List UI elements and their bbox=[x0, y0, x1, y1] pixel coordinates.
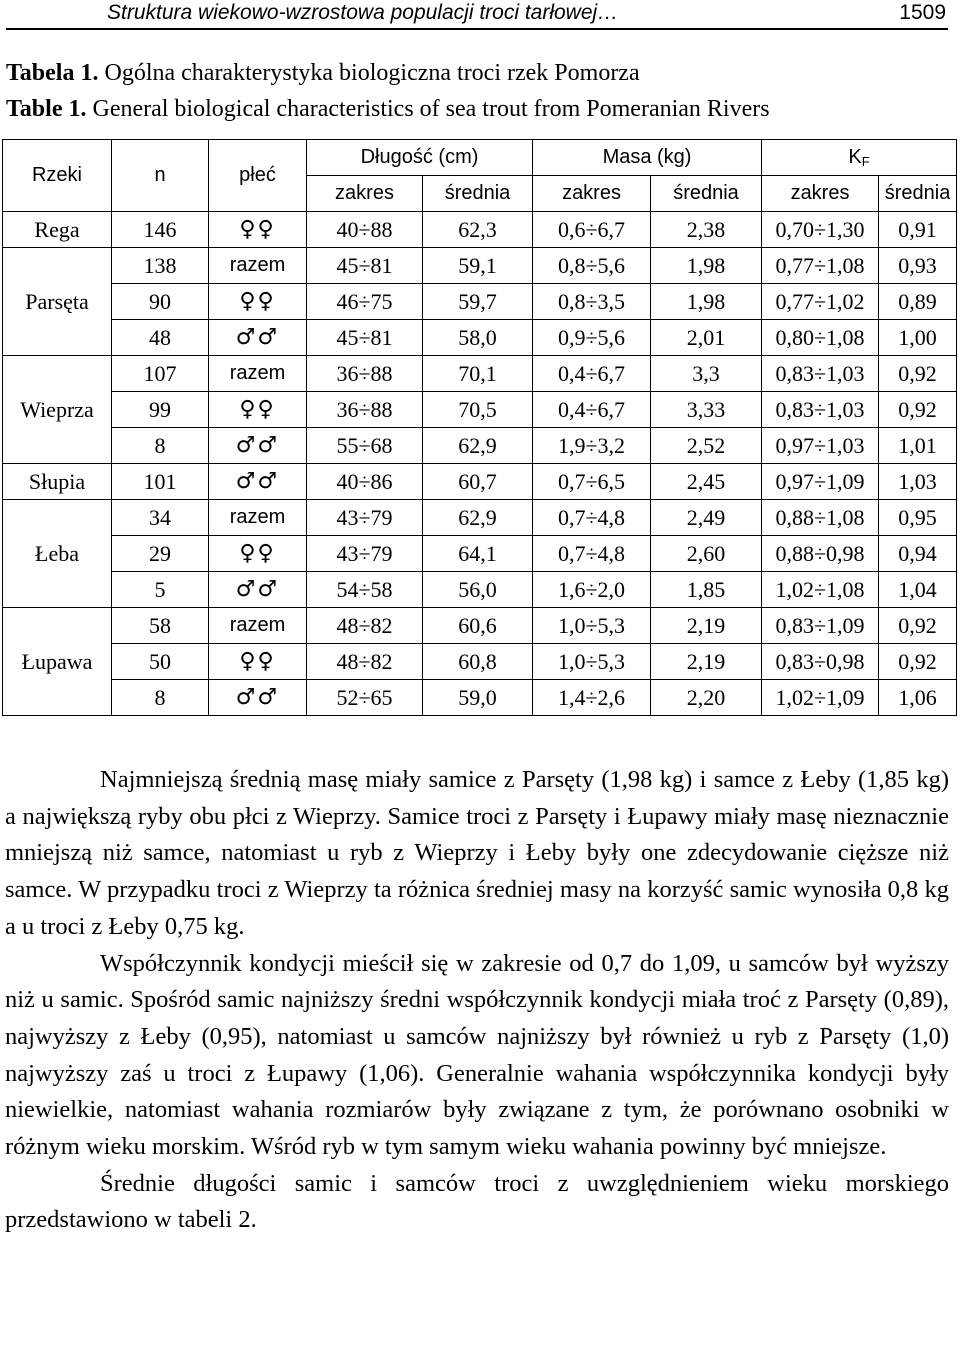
cell-mass-mean: 1,98 bbox=[651, 284, 762, 320]
river-cell: Parsęta bbox=[3, 248, 112, 356]
table-row bbox=[3, 248, 957, 284]
cell-mass-mean: 3,3 bbox=[651, 356, 762, 392]
cell-n: 107 bbox=[112, 356, 209, 392]
cell-mass-range: 0,4÷6,7 bbox=[533, 356, 651, 392]
cell-n: 48 bbox=[112, 320, 209, 356]
table-row bbox=[3, 644, 957, 680]
cell-kf-mean: 0,93 bbox=[879, 248, 957, 284]
cell-len-mean: 62,9 bbox=[423, 428, 533, 464]
cell-kf-range: 0,83÷1,03 bbox=[762, 392, 879, 428]
cell-len-mean: 56,0 bbox=[423, 572, 533, 608]
cell-mass-range: 1,0÷5,3 bbox=[533, 644, 651, 680]
cell-len-range: 48÷82 bbox=[307, 644, 423, 680]
cell-mass-mean: 2,19 bbox=[651, 608, 762, 644]
cell-mass-mean: 2,38 bbox=[651, 212, 762, 248]
cell-n: 101 bbox=[112, 464, 209, 500]
female-symbol-icon: ♀♀ bbox=[209, 284, 307, 320]
cell-mass-range: 1,4÷2,6 bbox=[533, 680, 651, 716]
cell-kf-mean: 1,04 bbox=[879, 572, 957, 608]
cell-kf-range: 0,80÷1,08 bbox=[762, 320, 879, 356]
cell-mass-mean: 2,49 bbox=[651, 500, 762, 536]
cell-mass-range: 0,7÷6,5 bbox=[533, 464, 651, 500]
cell-n: 99 bbox=[112, 392, 209, 428]
cell-len-mean: 60,6 bbox=[423, 608, 533, 644]
header-n: n bbox=[112, 140, 209, 212]
table-row bbox=[3, 320, 957, 356]
caption-en bbox=[6, 91, 956, 127]
cell-len-range: 55÷68 bbox=[307, 428, 423, 464]
table-row bbox=[3, 608, 957, 644]
cell-len-mean: 60,8 bbox=[423, 644, 533, 680]
sex-cell: razem bbox=[209, 356, 307, 392]
female-symbol-icon: ♀♀ bbox=[209, 644, 307, 680]
cell-len-range: 54÷58 bbox=[307, 572, 423, 608]
cell-kf-range: 0,88÷0,98 bbox=[762, 536, 879, 572]
table-row bbox=[3, 680, 957, 716]
cell-kf-range: 0,77÷1,08 bbox=[762, 248, 879, 284]
cell-mass-range: 0,8÷5,6 bbox=[533, 248, 651, 284]
male-symbol-icon: ♂♂ bbox=[209, 572, 307, 608]
cell-kf-mean: 1,03 bbox=[879, 464, 957, 500]
sex-cell: razem bbox=[209, 500, 307, 536]
female-symbol-icon: ♀♀ bbox=[209, 536, 307, 572]
cell-len-range: 48÷82 bbox=[307, 608, 423, 644]
cell-mass-range: 0,4÷6,7 bbox=[533, 392, 651, 428]
cell-mass-range: 1,9÷3,2 bbox=[533, 428, 651, 464]
header-zakres-mass: zakres bbox=[533, 176, 651, 212]
river-cell: Słupia bbox=[3, 464, 112, 500]
cell-kf-mean: 0,92 bbox=[879, 392, 957, 428]
cell-len-mean: 70,5 bbox=[423, 392, 533, 428]
cell-mass-mean: 2,19 bbox=[651, 644, 762, 680]
cell-len-range: 52÷65 bbox=[307, 680, 423, 716]
table-row bbox=[3, 212, 957, 248]
table-row bbox=[3, 428, 957, 464]
cell-len-range: 43÷79 bbox=[307, 536, 423, 572]
table-row bbox=[3, 392, 957, 428]
cell-mass-mean: 2,20 bbox=[651, 680, 762, 716]
table-body bbox=[3, 212, 957, 716]
page-number: 1509 bbox=[899, 1, 946, 24]
cell-kf-mean: 0,92 bbox=[879, 608, 957, 644]
table-row bbox=[3, 536, 957, 572]
header-zakres-len: zakres bbox=[307, 176, 423, 212]
paragraph: Współczynnik kondycji mieścił się w zakresie od 0,7 do 1,09, u samców był wyższy niż u samic. Spośród samic najniższy średni współczynnik kondycji miała troć z Parsęty (0,89), najwyższy z Łeby (0,95), natomiast u samców najniższy był również u ryb z Parsęty (1,0) najwyższy zaś u troci z Łupawy (1,06). Generalnie wahania współczynnika kondycji były niewielkie, natomiast wahania rozmiarów były związane z tym, że porównano osobniki w różnym wieku morskim. Wśród ryb w tym samym wieku wahania powinny być mniejsze. bbox=[5, 949, 949, 1161]
header-dlugosc: Długość (cm) bbox=[307, 140, 533, 176]
cell-len-mean: 64,1 bbox=[423, 536, 533, 572]
cell-kf-range: 0,97÷1,09 bbox=[762, 464, 879, 500]
cell-mass-mean: 3,33 bbox=[651, 392, 762, 428]
running-title: Struktura wiekowo-wzrostowa populacji troci tarłowej… bbox=[107, 1, 619, 24]
male-symbol-icon: ♂♂ bbox=[209, 680, 307, 716]
cell-kf-range: 0,70÷1,30 bbox=[762, 212, 879, 248]
caption-pl-text: Ogólna charakterystyka biologiczna troci rzek Pomorza bbox=[104, 60, 640, 86]
header-kf-sub: F bbox=[861, 154, 870, 169]
cell-n: 146 bbox=[112, 212, 209, 248]
cell-kf-range: 0,77÷1,02 bbox=[762, 284, 879, 320]
cell-kf-range: 0,83÷1,09 bbox=[762, 608, 879, 644]
river-cell: Wieprza bbox=[3, 356, 112, 464]
cell-kf-range: 0,97÷1,03 bbox=[762, 428, 879, 464]
cell-mass-range: 0,8÷3,5 bbox=[533, 284, 651, 320]
header-srednia-len: średnia bbox=[423, 176, 533, 212]
cell-len-range: 43÷79 bbox=[307, 500, 423, 536]
body-text bbox=[5, 762, 949, 1239]
cell-len-range: 45÷81 bbox=[307, 248, 423, 284]
header-srednia-mass: średnia bbox=[651, 176, 762, 212]
cell-mass-mean: 2,01 bbox=[651, 320, 762, 356]
cell-n: 8 bbox=[112, 680, 209, 716]
cell-mass-mean: 2,52 bbox=[651, 428, 762, 464]
cell-len-mean: 59,1 bbox=[423, 248, 533, 284]
river-cell: Łeba bbox=[3, 500, 112, 608]
header-plec: płeć bbox=[209, 140, 307, 212]
male-symbol-icon: ♂♂ bbox=[209, 428, 307, 464]
caption-pl bbox=[6, 55, 956, 91]
river-cell: Rega bbox=[3, 212, 112, 248]
cell-kf-range: 0,88÷1,08 bbox=[762, 500, 879, 536]
table-row bbox=[3, 500, 957, 536]
cell-kf-mean: 1,00 bbox=[879, 320, 957, 356]
paragraph: Najmniejszą średnią masę miały samice z Parsęty (1,98 kg) i samce z Łeby (1,85 kg) a największą ryby obu płci z Wieprzy. Samice troci z Parsęty i Łupawy miały masę nieznacznie mniejszą niż samce, natomiast u ryb z Wieprzy i Łeby były one zdecydowanie cięższe niż samce. W przypadku troci z Wieprzy ta różnica średniej masy na korzyść samic wynosiła 0,8 kg a u troci z Łeby 0,75 kg. bbox=[5, 766, 949, 940]
cell-n: 34 bbox=[112, 500, 209, 536]
cell-len-mean: 70,1 bbox=[423, 356, 533, 392]
cell-len-range: 40÷88 bbox=[307, 212, 423, 248]
header-kf-main: K bbox=[848, 146, 862, 168]
cell-n: 5 bbox=[112, 572, 209, 608]
female-symbol-icon: ♀♀ bbox=[209, 392, 307, 428]
paragraph: Średnie długości samic i samców troci z uwzględnieniem wieku morskiego przedstawiono w tabeli 2. bbox=[5, 1169, 949, 1234]
cell-kf-mean: 1,06 bbox=[879, 680, 957, 716]
sex-cell: razem bbox=[209, 248, 307, 284]
cell-n: 50 bbox=[112, 644, 209, 680]
table-caption bbox=[6, 55, 956, 127]
table-row bbox=[3, 572, 957, 608]
cell-len-range: 40÷86 bbox=[307, 464, 423, 500]
header-rzeki: Rzeki bbox=[3, 140, 112, 212]
cell-kf-mean: 0,92 bbox=[879, 356, 957, 392]
cell-len-range: 45÷81 bbox=[307, 320, 423, 356]
cell-len-mean: 60,7 bbox=[423, 464, 533, 500]
cell-kf-mean: 0,91 bbox=[879, 212, 957, 248]
cell-len-mean: 62,9 bbox=[423, 500, 533, 536]
cell-mass-range: 1,6÷2,0 bbox=[533, 572, 651, 608]
cell-len-range: 46÷75 bbox=[307, 284, 423, 320]
cell-kf-mean: 0,89 bbox=[879, 284, 957, 320]
characteristics-table bbox=[2, 139, 957, 716]
river-cell: Łupawa bbox=[3, 608, 112, 716]
cell-mass-mean: 2,60 bbox=[651, 536, 762, 572]
cell-mass-mean: 1,85 bbox=[651, 572, 762, 608]
cell-kf-mean: 0,94 bbox=[879, 536, 957, 572]
cell-mass-mean: 2,45 bbox=[651, 464, 762, 500]
cell-kf-range: 1,02÷1,08 bbox=[762, 572, 879, 608]
cell-kf-mean: 1,01 bbox=[879, 428, 957, 464]
cell-n: 138 bbox=[112, 248, 209, 284]
cell-mass-mean: 1,98 bbox=[651, 248, 762, 284]
sex-cell: razem bbox=[209, 608, 307, 644]
cell-kf-range: 0,83÷1,03 bbox=[762, 356, 879, 392]
table-row bbox=[3, 284, 957, 320]
cell-len-mean: 58,0 bbox=[423, 320, 533, 356]
cell-n: 29 bbox=[112, 536, 209, 572]
cell-mass-range: 0,7÷4,8 bbox=[533, 500, 651, 536]
header-srednia-kf: średnia bbox=[879, 176, 957, 212]
caption-en-text: General biological characteristics of sea trout from Pomeranian Rivers bbox=[92, 96, 770, 122]
header-row-1 bbox=[3, 140, 957, 176]
table-row bbox=[3, 356, 957, 392]
header-kf bbox=[762, 140, 957, 176]
header-masa: Masa (kg) bbox=[533, 140, 762, 176]
cell-len-range: 36÷88 bbox=[307, 392, 423, 428]
male-symbol-icon: ♂♂ bbox=[209, 320, 307, 356]
cell-mass-range: 0,6÷6,7 bbox=[533, 212, 651, 248]
cell-kf-mean: 0,95 bbox=[879, 500, 957, 536]
cell-len-mean: 59,0 bbox=[423, 680, 533, 716]
cell-len-range: 36÷88 bbox=[307, 356, 423, 392]
caption-pl-label: Tabela 1. bbox=[6, 60, 99, 86]
cell-n: 8 bbox=[112, 428, 209, 464]
table-row bbox=[3, 464, 957, 500]
cell-mass-range: 1,0÷5,3 bbox=[533, 608, 651, 644]
cell-kf-range: 0,83÷0,98 bbox=[762, 644, 879, 680]
cell-len-mean: 59,7 bbox=[423, 284, 533, 320]
cell-kf-mean: 0,92 bbox=[879, 644, 957, 680]
cell-mass-range: 0,9÷5,6 bbox=[533, 320, 651, 356]
cell-n: 90 bbox=[112, 284, 209, 320]
cell-kf-range: 1,02÷1,09 bbox=[762, 680, 879, 716]
caption-en-label: Table 1. bbox=[6, 96, 87, 122]
cell-len-mean: 62,3 bbox=[423, 212, 533, 248]
male-symbol-icon: ♂♂ bbox=[209, 464, 307, 500]
running-header bbox=[6, 0, 948, 30]
header-zakres-kf: zakres bbox=[762, 176, 879, 212]
cell-n: 58 bbox=[112, 608, 209, 644]
cell-mass-range: 0,7÷4,8 bbox=[533, 536, 651, 572]
female-symbol-icon: ♀♀ bbox=[209, 212, 307, 248]
